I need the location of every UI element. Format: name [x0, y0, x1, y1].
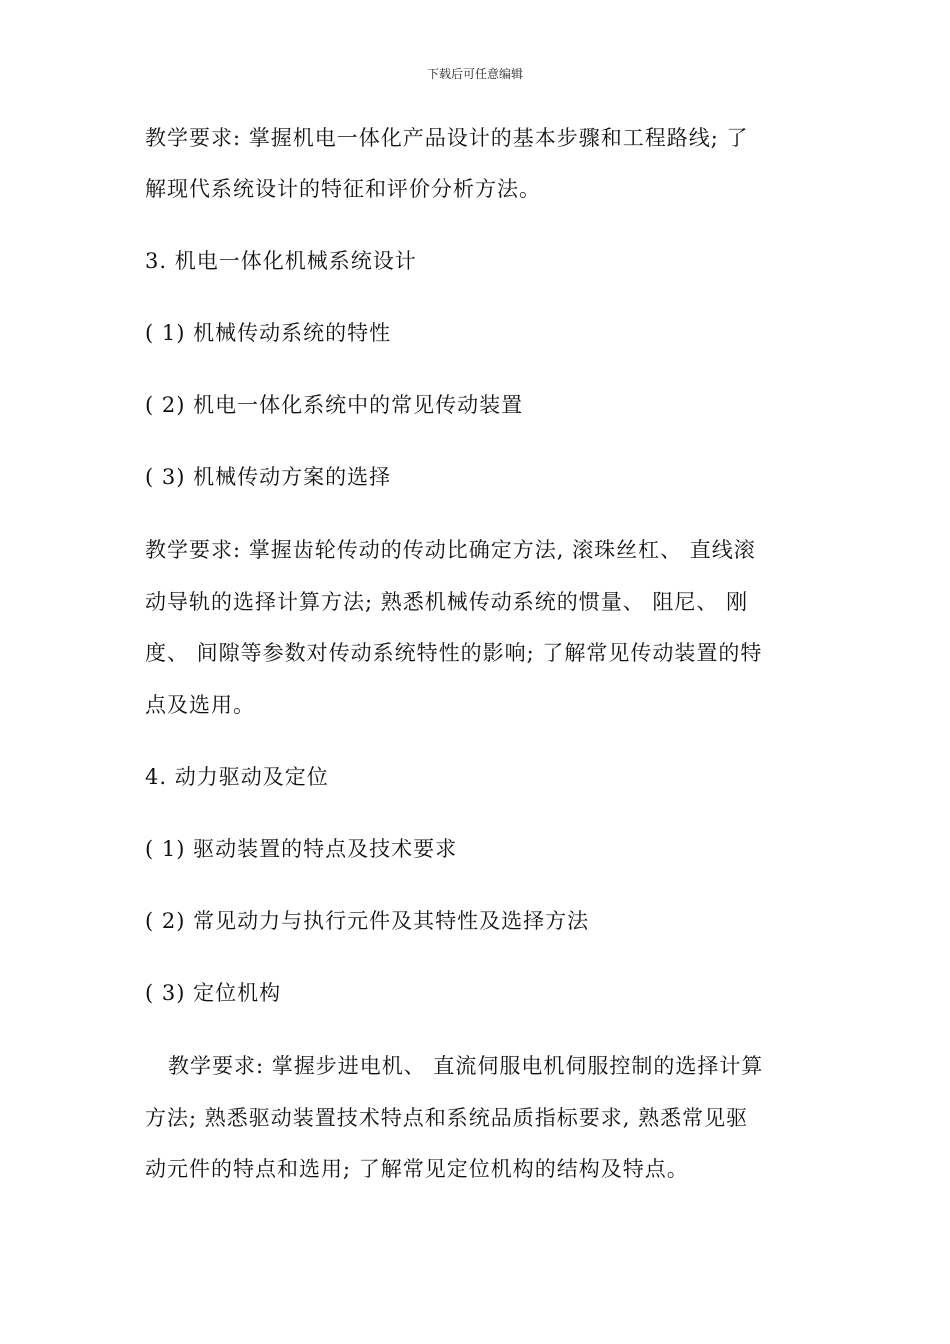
- section-4-item-3: ( 3) 定位机构: [145, 981, 282, 1005]
- header-note: 下载后可任意编辑: [426, 67, 523, 81]
- section-heading-3: 3. 机电一体化机械系统设计: [145, 249, 417, 273]
- requirement-paragraph-2-line-2: 动导轨的选择计算方法; 熟悉机械传动系统的惯量、 阻尼、 刚: [145, 590, 749, 614]
- section-heading-4: 4. 动力驱动及定位: [145, 765, 329, 789]
- requirement-paragraph-1-line-2: 解现代系统设计的特征和评价分析方法。: [145, 177, 541, 201]
- requirement-paragraph-1-line-1: 教学要求: 掌握机电一体化产品设计的基本步骤和工程路线; 了: [145, 126, 749, 150]
- section-4-item-2: ( 2) 常见动力与执行元件及其特性及选择方法: [145, 909, 590, 933]
- requirement-paragraph-2-line-3: 度、 间隙等参数对传动系统特性的影响; 了解常见传动装置的特: [145, 641, 763, 665]
- requirement-paragraph-3-line-3: 动元件的特点和选用; 了解常见定位机构的结构及特点。: [145, 1157, 689, 1181]
- requirement-paragraph-2-line-1: 教学要求: 掌握齿轮传动的传动比确定方法, 滚珠丝杠、 直线滚: [145, 538, 756, 562]
- section-3-item-3: ( 3) 机械传动方案的选择: [145, 465, 392, 489]
- requirement-paragraph-3-line-2: 方法; 熟悉驱动装置技术特点和系统品质指标要求, 熟悉常见驱: [145, 1106, 749, 1130]
- requirement-paragraph-3-line-1: 教学要求: 掌握步进电机、 直流伺服电机伺服控制的选择计算: [168, 1054, 764, 1078]
- section-4-item-1: ( 1) 驱动装置的特点及技术要求: [145, 837, 458, 861]
- requirement-paragraph-2-line-4: 点及选用。: [145, 693, 255, 717]
- section-3-item-2: ( 2) 机电一体化系统中的常见传动装置: [145, 393, 524, 417]
- section-3-item-1: ( 1) 机械传动系统的特性: [145, 321, 392, 345]
